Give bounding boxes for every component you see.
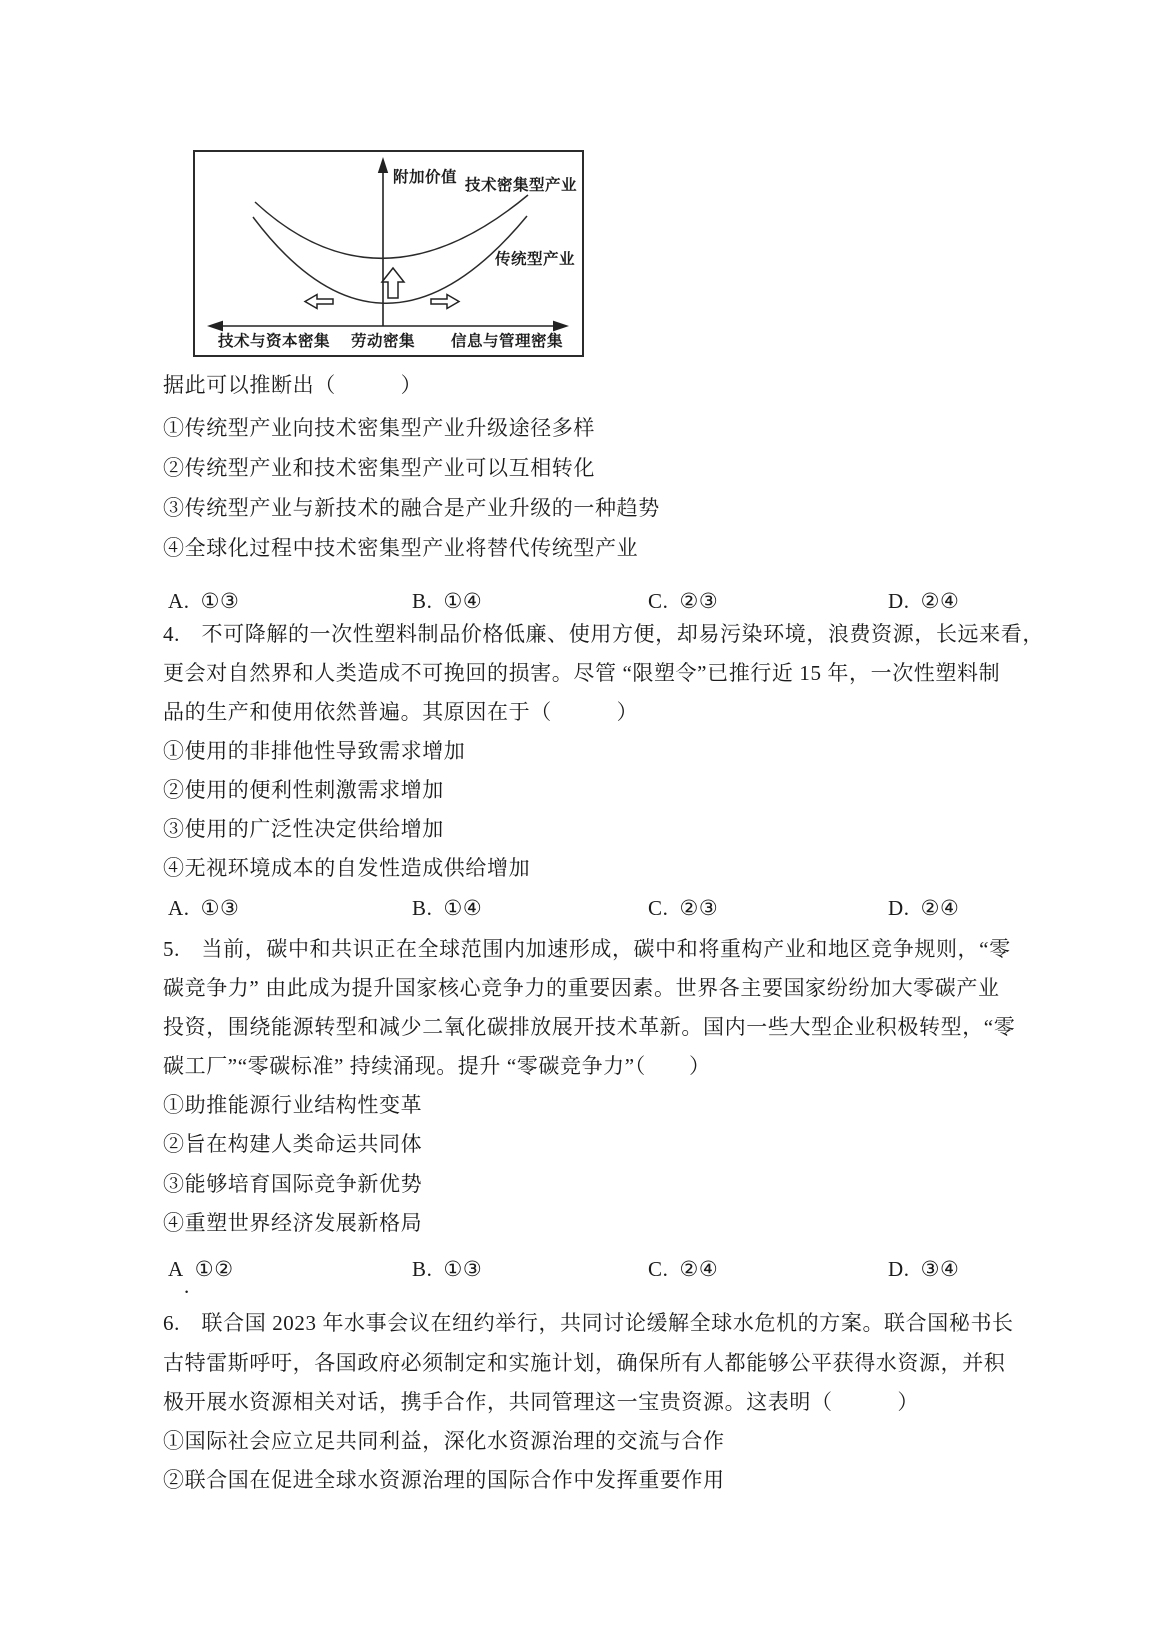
q3-choice-a: A. ①③ (168, 589, 240, 613)
q5-item-2: ②旨在构建人类命运共同体 (163, 1132, 423, 1156)
x-label-center: 劳动密集 (351, 333, 416, 350)
q5-choice-c: C. ②④ (648, 1257, 719, 1281)
q5-choices (163, 1256, 998, 1282)
stray-period: . (184, 1274, 190, 1298)
upper-curve (255, 195, 528, 258)
q4-choice-a: A. ①③ (168, 896, 240, 920)
x-axis-left-arrow-icon (207, 321, 223, 332)
q3-choice-b: B. ①④ (412, 589, 483, 613)
x-axis-right-arrow-icon (553, 321, 569, 332)
up-arrow-icon (382, 268, 404, 298)
x-label-right: 信息与管理密集 (451, 333, 564, 350)
q5-choice-d: D. ③④ (888, 1257, 960, 1281)
q4-line-2: 更会对自然界和人类造成不可挽回的损害。尽管 “限塑令”已推行近 15 年，一次性塑料制 (163, 661, 1001, 685)
q6-item-1: ①国际社会应立足共同利益，深化水资源治理的交流与合作 (163, 1429, 725, 1453)
q5-line-2: 碳竞争力” 由此成为提升国家核心竞争力的重要因素。世界各主要国家纷纷加大零碳产业 (163, 976, 1000, 1000)
smile-curve-figure (193, 150, 584, 357)
q5-choice-a: A ①② (168, 1257, 234, 1281)
q4-item-2: ②使用的便利性刺激需求增加 (163, 778, 444, 802)
q5-line-1: 5. 当前，碳中和共识正在全球范围内加速形成，碳中和将重构产业和地区竞争规则，“零 (163, 937, 1011, 961)
x-label-left: 技术与资本密集 (218, 333, 331, 350)
q4-choice-b: B. ①④ (412, 896, 483, 920)
y-axis-label: 附加价值 (393, 169, 458, 186)
q3-item-4: ④全球化过程中技术密集型产业将替代传统型产业 (163, 536, 639, 560)
q4-item-4: ④无视环境成本的自发性造成供给增加 (163, 856, 531, 880)
q6-line-3: 极开展水资源相关对话，携手合作，共同管理这一宝贵资源。这表明（ ） (163, 1390, 919, 1414)
smile-curve-svg (193, 150, 584, 357)
q3-choice-c: C. ②③ (648, 589, 719, 613)
q3-choices (163, 588, 998, 614)
q3-item-2: ②传统型产业和技术密集型产业可以互相转化 (163, 456, 595, 480)
q4-choice-c: C. ②③ (648, 896, 719, 920)
q5-line-3: 投资，围绕能源转型和减少二氧化碳排放展开技术革新。国内一些大型企业积极转型，“零 (163, 1015, 1016, 1039)
q4-item-1: ①使用的非排他性导致需求增加 (163, 739, 466, 763)
q3-stem: 据此可以推断出（ ） (163, 373, 423, 397)
q4-choice-d: D. ②④ (888, 896, 960, 920)
q4-line-3: 品的生产和使用依然普遍。其原因在于（ ） (163, 700, 639, 724)
q3-item-3: ③传统型产业与新技术的融合是产业升级的一种趋势 (163, 496, 660, 520)
q5-choice-b: B. ①③ (412, 1257, 483, 1281)
q5-item-3: ③能够培育国际竞争新优势 (163, 1172, 423, 1196)
q3-choice-d: D. ②④ (888, 589, 960, 613)
right-arrow-icon (431, 295, 459, 309)
q5-item-4: ④重塑世界经济发展新格局 (163, 1211, 423, 1235)
q4-line-1: 4. 不可降解的一次性塑料制品价格低廉、使用方便，却易污染环境，浪费资源，长远来看， (163, 622, 1044, 646)
q6-line-1: 6. 联合国 2023 年水事会议在纽约举行，共同讨论缓解全球水危机的方案。联合国秘书长 (163, 1311, 1014, 1335)
lower-curve-label: 传统型产业 (495, 251, 576, 268)
left-arrow-icon (305, 295, 333, 309)
q3-item-1: ①传统型产业向技术密集型产业升级途径多样 (163, 416, 595, 440)
y-axis-arrow-icon (378, 157, 388, 173)
q5-line-4: 碳工厂”“零碳标准” 持续涌现。提升 “零碳竞争力”（ ） (163, 1054, 711, 1078)
q4-choices (163, 895, 998, 921)
upper-curve-label: 技术密集型产业 (465, 177, 578, 194)
q4-item-3: ③使用的广泛性决定供给增加 (163, 817, 444, 841)
q6-item-2: ②联合国在促进全球水资源治理的国际合作中发挥重要作用 (163, 1468, 725, 1492)
q5-item-1: ①助推能源行业结构性变革 (163, 1093, 423, 1117)
q6-line-2: 古特雷斯呼吁，各国政府必须制定和实施计划，确保所有人都能够公平获得水资源，并积 (163, 1351, 1006, 1375)
